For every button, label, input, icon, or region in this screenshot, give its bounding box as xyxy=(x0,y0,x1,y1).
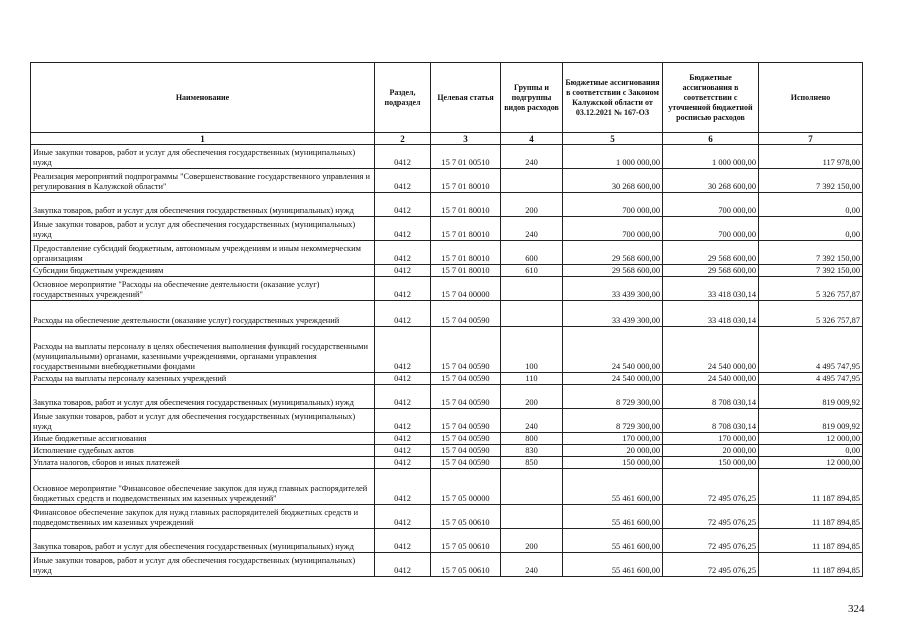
cell-group: 200 xyxy=(501,529,563,553)
cell-name: Предоставление субсидий бюджетным, автономным учреждениям и иным некоммерческим организациям xyxy=(31,241,375,265)
cell-section: 0412 xyxy=(375,373,431,385)
table-row xyxy=(31,373,863,385)
cell-name: Субсидии бюджетным учреждениям xyxy=(31,265,375,277)
col-header-name: Наименование xyxy=(31,63,375,133)
cell-name: Закупка товаров, работ и услуг для обеспечения государственных (муниципальных) нужд xyxy=(31,529,375,553)
cell-executed: 11 187 894,85 xyxy=(759,529,863,553)
cell-target: 15 7 04 00590 xyxy=(431,433,501,445)
cell-target: 15 7 05 00610 xyxy=(431,529,501,553)
cell-section: 0412 xyxy=(375,277,431,301)
cell-executed: 12 000,00 xyxy=(759,457,863,469)
cell-group: 600 xyxy=(501,241,563,265)
cell-law: 33 439 300,00 xyxy=(563,277,663,301)
cell-section: 0412 xyxy=(375,445,431,457)
cell-refined: 20 000,00 xyxy=(663,445,759,457)
table-row xyxy=(31,327,863,373)
cell-section: 0412 xyxy=(375,169,431,193)
cell-section: 0412 xyxy=(375,529,431,553)
cell-law: 170 000,00 xyxy=(563,433,663,445)
column-number: 5 xyxy=(563,133,663,145)
cell-group: 800 xyxy=(501,433,563,445)
cell-law: 20 000,00 xyxy=(563,445,663,457)
cell-name: Иные закупки товаров, работ и услуг для обеспечения государственных (муниципальных) нужд xyxy=(31,553,375,577)
budget-table xyxy=(30,62,863,577)
cell-name: Реализация мероприятий подпрограммы "Совершенствование государственного управления и регулирования в Калужской области" xyxy=(31,169,375,193)
column-number: 1 xyxy=(31,133,375,145)
cell-law: 33 439 300,00 xyxy=(563,301,663,327)
cell-target: 15 7 01 80010 xyxy=(431,193,501,217)
cell-group: 850 xyxy=(501,457,563,469)
cell-name: Иные закупки товаров, работ и услуг для обеспечения государственных (муниципальных) нужд xyxy=(31,409,375,433)
cell-refined: 24 540 000,00 xyxy=(663,327,759,373)
cell-group: 240 xyxy=(501,409,563,433)
cell-name: Финансовое обеспечение закупок для нужд главных распорядителей бюджетных средств и подведомственных им казенных учреждений xyxy=(31,505,375,529)
table-row xyxy=(31,145,863,169)
cell-section: 0412 xyxy=(375,457,431,469)
cell-law: 24 540 000,00 xyxy=(563,373,663,385)
column-number: 2 xyxy=(375,133,431,145)
cell-law: 150 000,00 xyxy=(563,457,663,469)
cell-section: 0412 xyxy=(375,469,431,505)
cell-name: Расходы на выплаты персоналу в целях обеспечения выполнения функций государственными (муниципальными) органами, казенными учреждениями, органами управления государственными внебюджетными фондами xyxy=(31,327,375,373)
cell-section: 0412 xyxy=(375,217,431,241)
table-row xyxy=(31,505,863,529)
cell-executed: 4 495 747,95 xyxy=(759,327,863,373)
cell-target: 15 7 01 80010 xyxy=(431,265,501,277)
cell-law: 55 461 600,00 xyxy=(563,505,663,529)
cell-target: 15 7 01 00510 xyxy=(431,145,501,169)
cell-refined: 29 568 600,00 xyxy=(663,241,759,265)
col-header-section: Раздел, подраздел xyxy=(375,63,431,133)
cell-executed: 7 392 150,00 xyxy=(759,265,863,277)
cell-executed: 0,00 xyxy=(759,193,863,217)
cell-target: 15 7 04 00590 xyxy=(431,373,501,385)
cell-name: Иные закупки товаров, работ и услуг для обеспечения государственных (муниципальных) нужд xyxy=(31,145,375,169)
cell-refined: 33 418 030,14 xyxy=(663,301,759,327)
cell-law: 30 268 600,00 xyxy=(563,169,663,193)
cell-executed: 117 978,00 xyxy=(759,145,863,169)
cell-executed: 11 187 894,85 xyxy=(759,469,863,505)
cell-section: 0412 xyxy=(375,327,431,373)
cell-section: 0412 xyxy=(375,433,431,445)
cell-law: 55 461 600,00 xyxy=(563,469,663,505)
cell-group: 240 xyxy=(501,553,563,577)
cell-refined: 72 495 076,25 xyxy=(663,505,759,529)
page-number: 324 xyxy=(848,603,865,615)
cell-law: 8 729 300,00 xyxy=(563,409,663,433)
cell-group: 110 xyxy=(501,373,563,385)
column-number: 3 xyxy=(431,133,501,145)
cell-refined: 30 268 600,00 xyxy=(663,169,759,193)
cell-executed: 0,00 xyxy=(759,217,863,241)
cell-name: Закупка товаров, работ и услуг для обеспечения государственных (муниципальных) нужд xyxy=(31,385,375,409)
cell-group xyxy=(501,505,563,529)
cell-target: 15 7 01 80010 xyxy=(431,169,501,193)
cell-group xyxy=(501,469,563,505)
cell-law: 55 461 600,00 xyxy=(563,553,663,577)
table-row xyxy=(31,409,863,433)
cell-group: 830 xyxy=(501,445,563,457)
cell-section: 0412 xyxy=(375,145,431,169)
column-number-row xyxy=(31,133,863,145)
cell-group xyxy=(501,301,563,327)
cell-executed: 7 392 150,00 xyxy=(759,169,863,193)
cell-target: 15 7 04 00590 xyxy=(431,301,501,327)
cell-refined: 700 000,00 xyxy=(663,217,759,241)
cell-group: 240 xyxy=(501,217,563,241)
table-row xyxy=(31,385,863,409)
col-header-executed: Исполнено xyxy=(759,63,863,133)
cell-target: 15 7 05 00000 xyxy=(431,469,501,505)
table-row xyxy=(31,529,863,553)
cell-refined: 1 000 000,00 xyxy=(663,145,759,169)
cell-target: 15 7 01 80010 xyxy=(431,241,501,265)
cell-executed: 4 495 747,95 xyxy=(759,373,863,385)
cell-refined: 72 495 076,25 xyxy=(663,553,759,577)
cell-executed: 11 187 894,85 xyxy=(759,553,863,577)
cell-law: 1 000 000,00 xyxy=(563,145,663,169)
cell-group: 610 xyxy=(501,265,563,277)
cell-target: 15 7 04 00590 xyxy=(431,409,501,433)
table-row xyxy=(31,265,863,277)
table-row xyxy=(31,277,863,301)
table-row xyxy=(31,217,863,241)
cell-law: 29 568 600,00 xyxy=(563,265,663,277)
table-row xyxy=(31,241,863,265)
cell-section: 0412 xyxy=(375,553,431,577)
cell-target: 15 7 05 00610 xyxy=(431,553,501,577)
col-header-law: Бюджетные ассигнования в соответствии с Законом Калужской области от 03.12.2021 № 167-ОЗ xyxy=(563,63,663,133)
table-row xyxy=(31,469,863,505)
cell-refined: 72 495 076,25 xyxy=(663,469,759,505)
cell-refined: 150 000,00 xyxy=(663,457,759,469)
cell-law: 55 461 600,00 xyxy=(563,529,663,553)
cell-name: Расходы на выплаты персоналу казенных учреждений xyxy=(31,373,375,385)
column-number: 4 xyxy=(501,133,563,145)
cell-executed: 7 392 150,00 xyxy=(759,241,863,265)
cell-section: 0412 xyxy=(375,193,431,217)
cell-refined: 24 540 000,00 xyxy=(663,373,759,385)
header-row xyxy=(31,63,863,133)
cell-section: 0412 xyxy=(375,241,431,265)
cell-group: 200 xyxy=(501,385,563,409)
cell-name: Основное мероприятие "Расходы на обеспечение деятельности (оказание услуг) государственных учреждений" xyxy=(31,277,375,301)
cell-group: 240 xyxy=(501,145,563,169)
cell-law: 29 568 600,00 xyxy=(563,241,663,265)
cell-law: 700 000,00 xyxy=(563,193,663,217)
cell-name: Основное мероприятие "Финансовое обеспечение закупок для нужд главных распорядителей бюджетных средств и подведомственных им казенных учреждений" xyxy=(31,469,375,505)
col-header-refined: Бюджетные ассигнования в соответствии с уточненной бюджетной росписью расходов xyxy=(663,63,759,133)
cell-target: 15 7 01 80010 xyxy=(431,217,501,241)
cell-executed: 5 326 757,87 xyxy=(759,301,863,327)
cell-target: 15 7 04 00590 xyxy=(431,457,501,469)
cell-refined: 33 418 030,14 xyxy=(663,277,759,301)
col-header-groups: Группы и подгруппы видов расходов xyxy=(501,63,563,133)
cell-law: 24 540 000,00 xyxy=(563,327,663,373)
cell-law: 8 729 300,00 xyxy=(563,385,663,409)
cell-section: 0412 xyxy=(375,505,431,529)
cell-group: 200 xyxy=(501,193,563,217)
cell-name: Исполнение судебных актов xyxy=(31,445,375,457)
col-header-target: Целевая статья xyxy=(431,63,501,133)
cell-refined: 72 495 076,25 xyxy=(663,529,759,553)
cell-group: 100 xyxy=(501,327,563,373)
cell-target: 15 7 04 00000 xyxy=(431,277,501,301)
cell-target: 15 7 05 00610 xyxy=(431,505,501,529)
cell-section: 0412 xyxy=(375,385,431,409)
table-row xyxy=(31,445,863,457)
table-row xyxy=(31,433,863,445)
table-row xyxy=(31,553,863,577)
cell-name: Расходы на обеспечение деятельности (оказание услуг) государственных учреждений xyxy=(31,301,375,327)
table-row xyxy=(31,169,863,193)
cell-refined: 8 708 030,14 xyxy=(663,385,759,409)
cell-executed: 819 009,92 xyxy=(759,409,863,433)
cell-section: 0412 xyxy=(375,265,431,277)
cell-refined: 29 568 600,00 xyxy=(663,265,759,277)
cell-executed: 12 000,00 xyxy=(759,433,863,445)
column-number: 6 xyxy=(663,133,759,145)
table-row xyxy=(31,301,863,327)
cell-executed: 11 187 894,85 xyxy=(759,505,863,529)
cell-refined: 8 708 030,14 xyxy=(663,409,759,433)
cell-executed: 819 009,92 xyxy=(759,385,863,409)
cell-refined: 170 000,00 xyxy=(663,433,759,445)
cell-section: 0412 xyxy=(375,301,431,327)
table-row xyxy=(31,193,863,217)
table-row xyxy=(31,457,863,469)
column-number: 7 xyxy=(759,133,863,145)
cell-section: 0412 xyxy=(375,409,431,433)
cell-target: 15 7 04 00590 xyxy=(431,385,501,409)
cell-name: Иные закупки товаров, работ и услуг для обеспечения государственных (муниципальных) нужд xyxy=(31,217,375,241)
cell-executed: 5 326 757,87 xyxy=(759,277,863,301)
cell-group xyxy=(501,277,563,301)
cell-executed: 0,00 xyxy=(759,445,863,457)
cell-law: 700 000,00 xyxy=(563,217,663,241)
cell-target: 15 7 04 00590 xyxy=(431,327,501,373)
cell-name: Иные бюджетные ассигнования xyxy=(31,433,375,445)
cell-name: Закупка товаров, работ и услуг для обеспечения государственных (муниципальных) нужд xyxy=(31,193,375,217)
cell-target: 15 7 04 00590 xyxy=(431,445,501,457)
cell-group xyxy=(501,169,563,193)
cell-name: Уплата налогов, сборов и иных платежей xyxy=(31,457,375,469)
cell-refined: 700 000,00 xyxy=(663,193,759,217)
